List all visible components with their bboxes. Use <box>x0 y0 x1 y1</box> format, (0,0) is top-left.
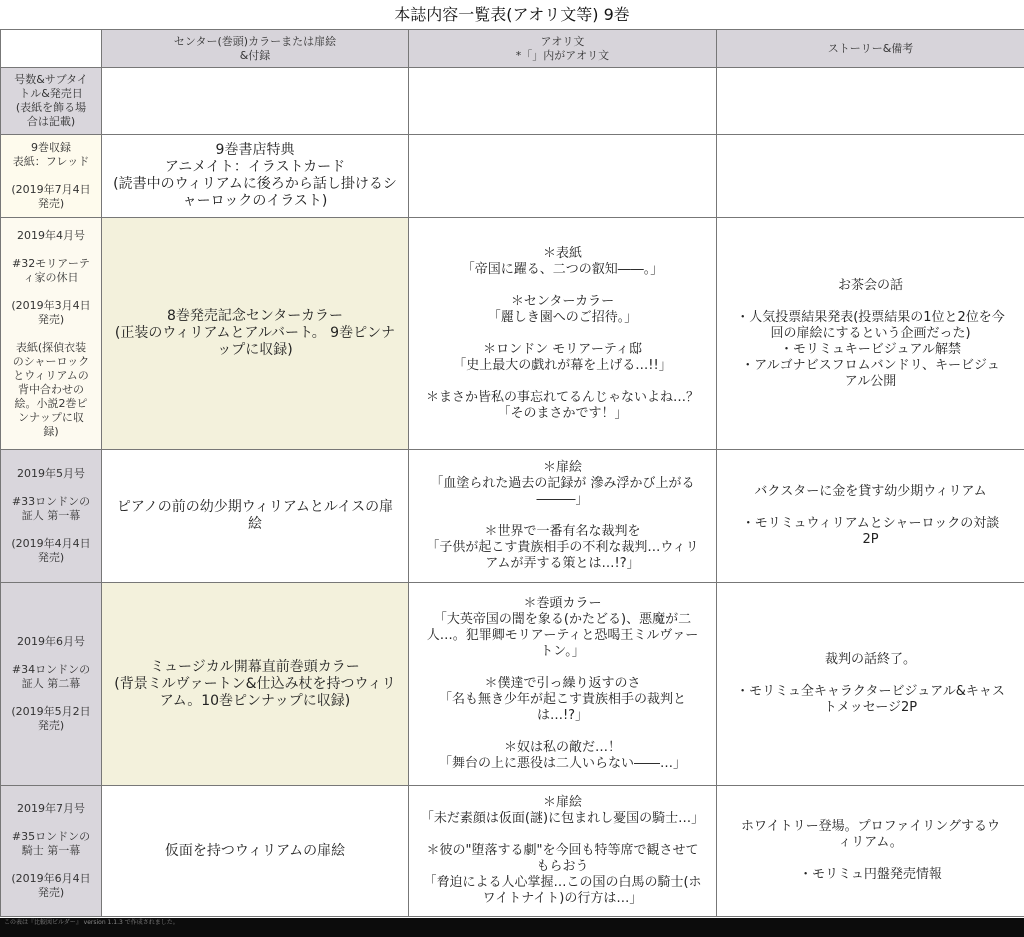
issue-cell: 9巻収録 表紙：フレッド (2019年7月4日 発売) <box>1 135 102 218</box>
story-cell <box>717 68 1024 135</box>
issue-cell: 号数&サブタイ トル&発売日 (表紙を飾る場 合は記載) <box>1 68 102 135</box>
issue-cell: 2019年4月号 #32モリアーテ ィ家の休日 (2019年3月4日 発売) 表紙(探偵衣装 のシャーロック とウィリアムの 背中合わせの 絵。小説2巻ピ ンナップに収 録) <box>1 218 102 450</box>
table-row <box>1 583 1024 786</box>
table-row <box>1 68 1024 135</box>
table-row <box>1 218 1024 450</box>
table-row <box>1 450 1024 583</box>
story-cell <box>717 135 1024 218</box>
story-cell: バクスターに金を貸す幼少期ウィリアム ・モリミュウィリアムとシャーロックの対談 2P <box>717 450 1024 583</box>
table-row <box>1 786 1024 917</box>
header-story: ストーリー&備考 <box>717 30 1024 68</box>
color-page-cell: ピアノの前の幼少期ウィリアムとルイスの扉 絵 <box>102 450 409 583</box>
page-title: 本誌内容一覧表(アオリ文等) 9巻 <box>0 0 1024 29</box>
color-page-cell: ミュージカル開幕直前巻頭カラー (背景ミルヴァートン&仕込み杖を持つウィリ アム。10巻ピンナップに収録) <box>102 583 409 786</box>
story-cell: お茶会の話 ・人気投票結果発表(投票結果の1位と2位を今 回の扉絵にするという企画だった) ・モリミュキービジュアル解禁 ・アルゴナビスフロムバンドリ、キービジュ アル公開 <box>717 218 1024 450</box>
color-page-cell: 8巻発売記念センターカラー (正装のウィリアムとアルバート。 9巻ピンナ ップに収録) <box>102 218 409 450</box>
table-header-row <box>1 30 1024 68</box>
aori-cell: ＊扉絵 「未だ素顔は仮面(謎)に包まれし憂国の騎士…」 ＊彼の"堕落する劇"を今回も特等席で観させて もらおう 「脅迫による人心掌握…この国の白馬の騎士(ホ ワイトナイト)の行方は…」 <box>409 786 717 917</box>
aori-cell <box>409 68 717 135</box>
aori-cell: ＊巻頭カラー 「大英帝国の闇を象る(かたどる)、悪魔が二 人…。犯罪卿モリアーティと恐喝王ミルヴァー トン。」 ＊僕達で引っ繰り返すのさ 「名も無き少年が起こす貴族相手の裁判と は…!?」 ＊奴は私の敵だ…！ 「舞台の上に悪役は二人いらない――…」 <box>409 583 717 786</box>
color-page-cell <box>102 68 409 135</box>
header-aori: アオリ文 *「」内がアオリ文 <box>409 30 717 68</box>
credit-text: この表は『比較図ビルダー』 version 1.1.3 で作成されました。 <box>4 919 179 926</box>
issue-cell: 2019年5月号 #33ロンドンの 証人 第一幕 (2019年4月4日 発売) <box>1 450 102 583</box>
color-page-cell: 仮面を持つウィリアムの扉絵 <box>102 786 409 917</box>
issue-cell: 2019年6月号 #34ロンドンの 証人 第二幕 (2019年5月2日 発売) <box>1 583 102 786</box>
table-row <box>1 135 1024 218</box>
content-table <box>0 29 1024 917</box>
issue-cell: 2019年7月号 #35ロンドンの 騎士 第一幕 (2019年6月4日 発売) <box>1 786 102 917</box>
aori-cell <box>409 135 717 218</box>
aori-cell: ＊扉絵 「血塗られた過去の記録が 滲み浮かび上がる ―――」 ＊世界で一番有名な裁判を 「子供が起こす貴族相手の不利な裁判…ウィリ アムが弄する策とは…!?」 <box>409 450 717 583</box>
story-cell: 裁判の話終了。 ・モリミュ全キャラクタービジュアル&キャス トメッセージ2P <box>717 583 1024 786</box>
aori-cell: ＊表紙 「帝国に躍る、二つの叡知――。」 ＊センターカラー 「麗しき園へのご招待。」 ＊ロンドン モリアーティ邸 「史上最大の戯れが幕を上げる…!!」 ＊まさか皆私の事忘れてるんじゃないよね…？ 「そのまさかです！」 <box>409 218 717 450</box>
header-corner <box>1 30 102 68</box>
color-page-cell: 9巻書店特典 アニメイト：イラストカード (読書中のウィリアムに後ろから話し掛けるシ ャーロックのイラスト) <box>102 135 409 218</box>
header-color-page: センター(巻頭)カラーまたは扉絵 &付録 <box>102 30 409 68</box>
story-cell: ホワイトリー登場。プロファイリングするウ ィリアム。 ・モリミュ円盤発売情報 <box>717 786 1024 917</box>
